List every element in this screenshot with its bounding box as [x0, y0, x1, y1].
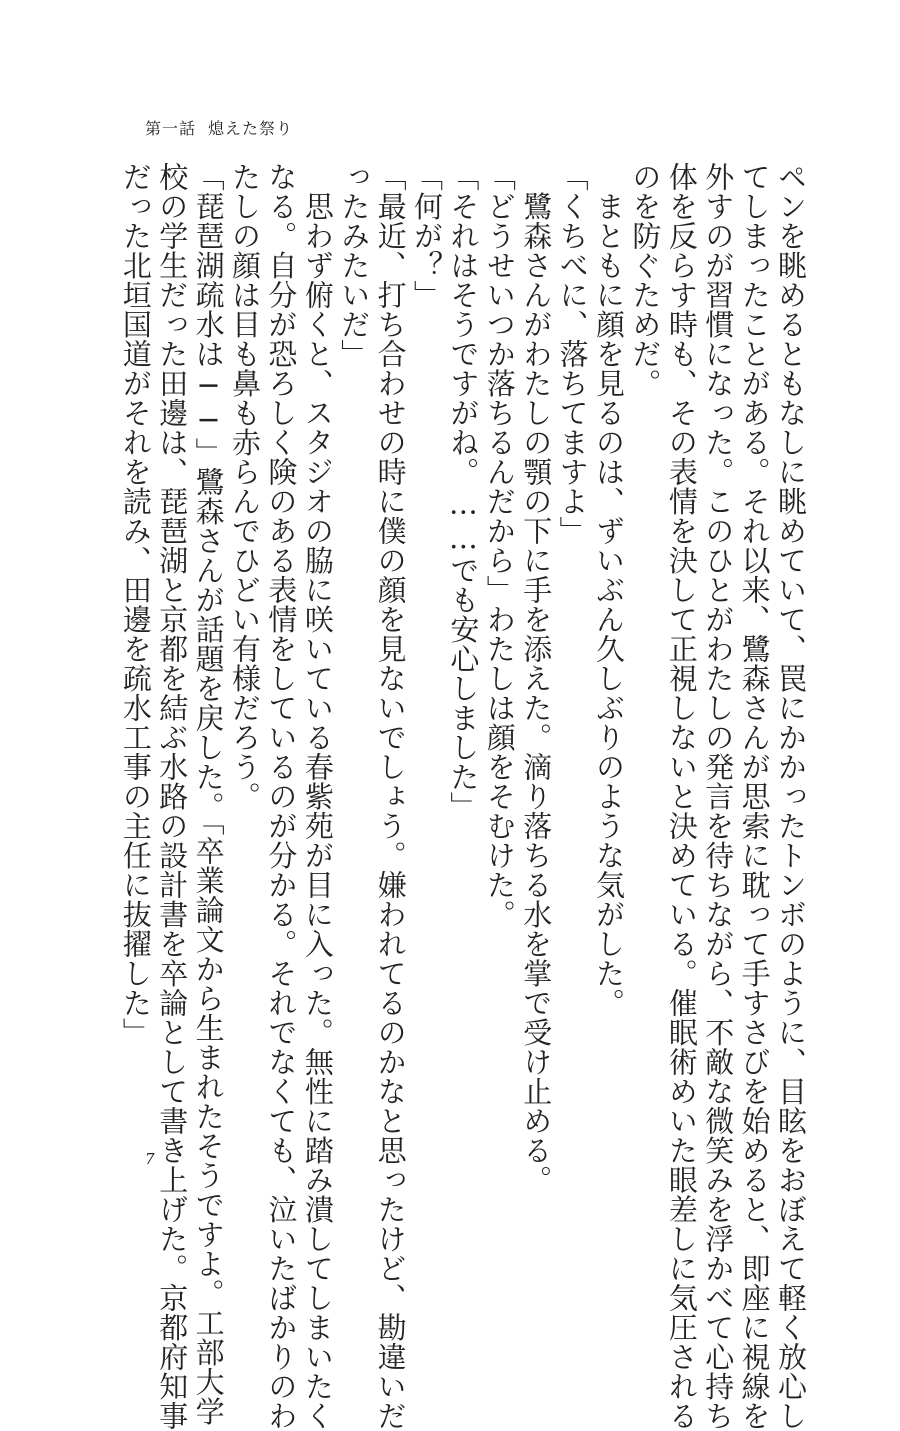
text-line: てしまったことがある。それ以来、鷺森さんが思索に耽って手すさびを始めると、即座に視線を	[737, 162, 772, 1431]
text-line: 外すのが習慣になった。このひとがわたしの発言を待ちながら、不敵な微笑みを浮かべて心持ち	[701, 162, 736, 1431]
text-line: 思わず俯くと、スタジオの脇に咲いている春紫苑が目に入った。無性に踏み潰してしまいたく	[300, 162, 335, 1431]
chapter-number: 第一話	[145, 119, 197, 138]
text-line: のを防ぐためだ。	[628, 162, 663, 398]
text-line: 「最近、打ち合わせの時に僕の顔を見ないでしょう。嫌われてるのかなと思ったけど、勘違いだ	[373, 162, 408, 1431]
text-line: なる。自分が恐ろしく険のある表情をしているのが分かる。それでなくても、泣いたばかりのわ	[264, 162, 299, 1431]
text-line: ったみたいだ」	[337, 162, 372, 369]
body-text	[110, 162, 810, 1431]
text-line: 「何が？」	[410, 162, 444, 310]
text-line: 「くちべに、落ちてますよ」	[555, 162, 590, 546]
text-line: だった北垣国道がそれを読み、田邊を疏水工事の主任に抜擢した」	[118, 162, 153, 1047]
running-header	[145, 116, 293, 139]
page-number: 7	[145, 1150, 155, 1168]
text-line: 「琵琶湖疏水は──」鷺森さんが話題を戻した。「卒業論文から生まれたそうですよ。工部大学	[191, 162, 226, 1426]
text-line: 校の学生だった田邊は、琵琶湖と京都を結ぶ水路の設計書を卒論として書き上げた。京都府知事	[155, 162, 190, 1431]
text-line: ペンを眺めるともなしに眺めていて、罠にかかったトンボのように、目眩をおぼえて軽く放心し	[774, 162, 808, 1431]
text-line: 「どうせいつか落ちるんだから」わたしは顔をそむけた。	[482, 162, 517, 929]
text-line: まともに顔を見るのは、ずいぶん久しぶりのような気がした。	[592, 162, 626, 1018]
chapter-title: 熄えた祭り	[208, 119, 294, 138]
text-line: 体を反らす時も、その表情を決して正視しないと決めている。催眠術めいた眼差しに気圧される	[664, 162, 699, 1431]
text-line: 「それはそうですがね。……でも安心しました」	[446, 162, 481, 821]
text-line: 鷺森さんがわたしの顎の下に手を添えた。滴り落ちる水を掌で受け止める。	[519, 162, 554, 1195]
text-line: たしの顔は目も鼻も赤らんでひどい有様だろう。	[228, 162, 262, 811]
